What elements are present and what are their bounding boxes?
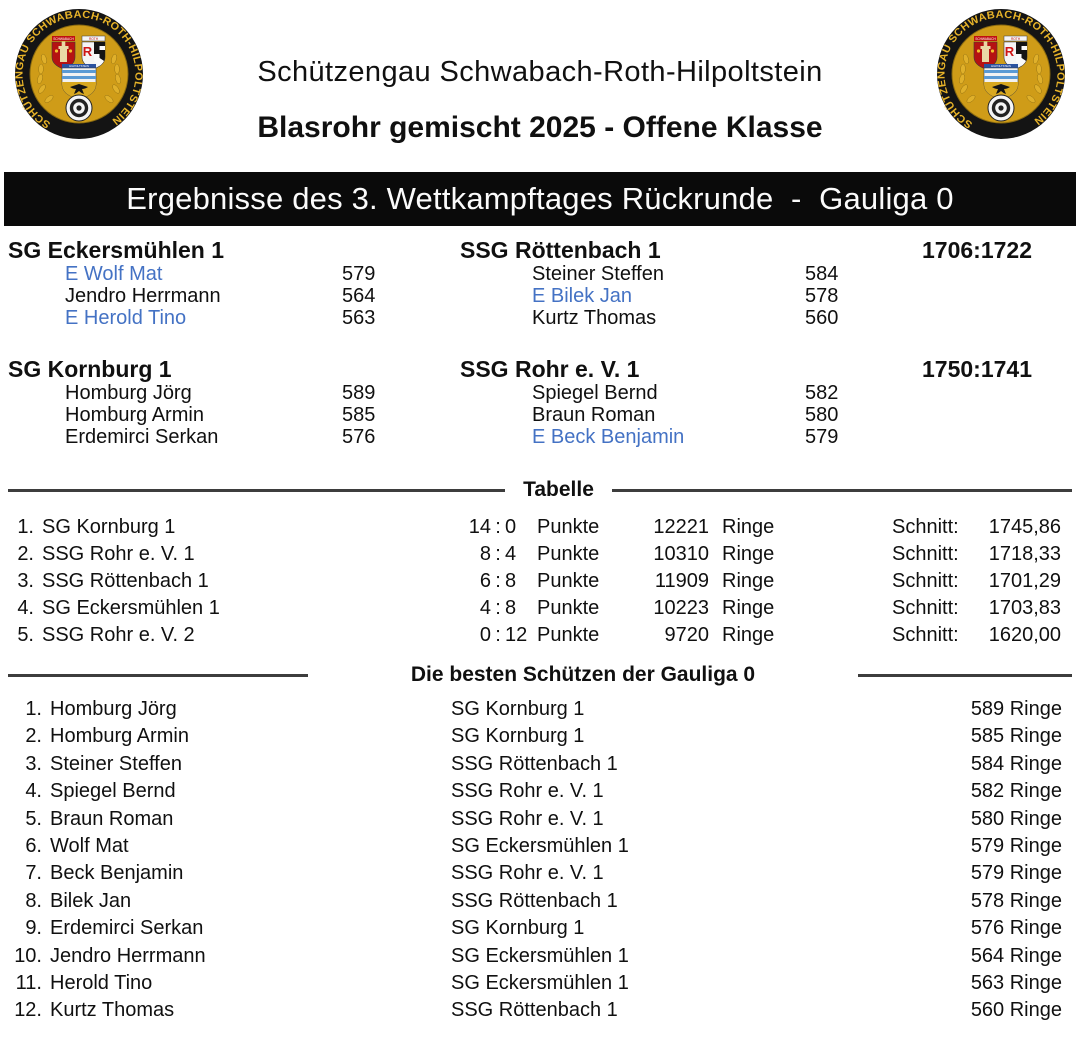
points-label: Punkte xyxy=(537,597,600,619)
banner-title: Ergebnisse des 3. Wettkampftages Rückrunde - Gauliga 0 xyxy=(126,181,954,216)
shooter-club: SSG Röttenbach 1 xyxy=(451,999,618,1022)
points-against: 0 xyxy=(505,516,517,538)
rings-label: Ringe xyxy=(722,624,775,646)
logo-ring-text: SCHÜTZENGAU SCHWABACH-ROTH-HILPOLTSTEIN xyxy=(935,8,1067,131)
shooter-rank: 4. xyxy=(25,780,42,803)
home-shooter-score: 563 xyxy=(342,307,376,329)
shooter-rank: 11. xyxy=(15,972,42,995)
rings-total: 9720 xyxy=(664,624,709,646)
points-against: 12 xyxy=(505,624,528,646)
shooter-club: SG Eckersmühlen 1 xyxy=(451,972,629,995)
shooter-rank: 10. xyxy=(14,944,42,967)
team-name: SSG Röttenbach 1 xyxy=(42,570,209,592)
best-shooters-title: Die besten Schützen der Gauliga 0 xyxy=(410,663,756,686)
shooter-club: SSG Röttenbach 1 xyxy=(451,752,618,775)
rings-label: Ringe xyxy=(722,543,775,565)
team-name: SG Eckersmühlen 1 xyxy=(42,597,220,619)
shooter-rank: 6. xyxy=(25,835,42,858)
home-team-name: SG Kornburg 1 xyxy=(8,356,172,382)
home-shooter-name: Homburg Jörg xyxy=(65,382,192,404)
away-shooter-score: 580 xyxy=(805,404,839,426)
svg-text:SCHWABACH: SCHWABACH xyxy=(975,37,996,41)
shooter-row xyxy=(0,751,1080,778)
match-player-row xyxy=(0,426,1080,448)
average-label: Schnitt: xyxy=(892,516,959,538)
shooter-result: 585 Ringe xyxy=(970,725,1062,748)
table-row: 1. SG Kornburg 1 14 : 0 Punkte 12221 Ringe Schnitt: 1745,86 xyxy=(0,514,1080,541)
team-rank: 1. xyxy=(17,516,34,538)
table-section-title xyxy=(0,478,1080,502)
match-player-row xyxy=(0,307,1080,329)
shooter-club: SSG Rohr e. V. 1 xyxy=(451,807,604,830)
away-shooter-score: 584 xyxy=(805,263,839,285)
points-label: Punkte xyxy=(537,624,600,646)
hilpoltstein-shield xyxy=(62,64,96,99)
shooter-row xyxy=(0,943,1080,970)
shooter-name: Erdemirci Serkan xyxy=(50,917,204,940)
shooter-name: Bilek Jan xyxy=(50,889,132,912)
away-shooter-score: 578 xyxy=(805,285,839,307)
home-shooter-score: 576 xyxy=(342,426,376,448)
gau-logo-right xyxy=(935,7,1067,141)
shooter-result: 563 Ringe xyxy=(970,972,1062,995)
shooter-rank: 9. xyxy=(25,917,42,940)
shooter-name: Jendro Herrmann xyxy=(50,944,206,967)
shooter-result: 578 Ringe xyxy=(970,889,1062,912)
hilpoltstein-shield xyxy=(984,64,1018,99)
shooter-row xyxy=(0,915,1080,942)
average-value: 1745,86 xyxy=(988,516,1061,538)
average-value: 1701,29 xyxy=(988,570,1061,592)
results-banner xyxy=(4,172,1076,226)
shooter-row xyxy=(0,696,1080,723)
svg-text:SCHWABACH: SCHWABACH xyxy=(53,37,74,41)
average-value: 1718,33 xyxy=(988,543,1061,565)
svg-text:R: R xyxy=(1004,44,1015,59)
rings-total: 12221 xyxy=(653,516,709,538)
shooter-rank: 3. xyxy=(25,752,42,775)
rings-total: 10310 xyxy=(653,543,709,565)
points-label: Punkte xyxy=(537,516,600,538)
shooter-result: 579 Ringe xyxy=(970,835,1062,858)
shooter-row xyxy=(0,860,1080,887)
team-name: SSG Rohr e. V. 2 xyxy=(42,624,195,646)
shooter-result: 582 Ringe xyxy=(970,780,1062,803)
shooter-club: SG Kornburg 1 xyxy=(451,917,585,940)
svg-text:HILPOLTSTEIN: HILPOLTSTEIN xyxy=(991,64,1011,69)
average-label: Schnitt: xyxy=(892,597,959,619)
points-label: Punkte xyxy=(537,570,600,592)
shooter-name: Wolf Mat xyxy=(50,835,129,858)
shooter-result: 589 Ringe xyxy=(970,698,1062,720)
gau-logo-left xyxy=(13,7,145,141)
shooter-rank: 5. xyxy=(25,807,42,830)
away-shooter-name: Spiegel Bernd xyxy=(532,382,658,404)
divider-line xyxy=(8,674,308,677)
shooter-name: Spiegel Bernd xyxy=(50,780,176,803)
svg-text:ROTH: ROTH xyxy=(1010,37,1021,41)
home-shooter-score: 589 xyxy=(342,382,376,404)
svg-text:HILPOLTSTEIN: HILPOLTSTEIN xyxy=(69,64,89,69)
rings-total: 10223 xyxy=(653,597,709,619)
shooter-rank: 2. xyxy=(25,725,42,748)
competition-title: Blasrohr gemischt 2025 - Offene Klasse xyxy=(257,111,823,144)
shooter-rank: 1. xyxy=(25,698,42,720)
match-result: 1750:1741 xyxy=(922,356,1032,382)
shooter-row xyxy=(0,997,1080,1024)
match-player-row xyxy=(0,404,1080,426)
best-shooters-section-title xyxy=(0,663,1080,687)
away-shooter-score: 579 xyxy=(805,426,839,448)
shooter-result: 564 Ringe xyxy=(970,944,1062,967)
match-header xyxy=(0,356,1080,382)
shooter-rank: 7. xyxy=(25,862,42,885)
away-shooter-name: Kurtz Thomas xyxy=(532,307,657,329)
shooter-name: Beck Benjamin xyxy=(50,862,184,885)
svg-text:ROTH: ROTH xyxy=(88,37,99,41)
shooter-club: SSG Röttenbach 1 xyxy=(451,889,618,912)
shooter-club: SG Eckersmühlen 1 xyxy=(451,835,629,858)
team-name: SSG Rohr e. V. 1 xyxy=(42,543,195,565)
points-for: 14 xyxy=(468,516,491,538)
home-shooter-name: Jendro Herrmann xyxy=(65,285,221,307)
points-against: 4 xyxy=(505,543,517,565)
home-shooter-name: E Wolf Mat xyxy=(65,263,163,285)
points-against: 8 xyxy=(505,570,517,592)
match-block-1 xyxy=(0,237,1080,329)
shooter-name: Kurtz Thomas xyxy=(50,999,175,1022)
shooter-name: Braun Roman xyxy=(50,807,174,830)
away-team-name: SSG Röttenbach 1 xyxy=(460,237,661,263)
shooter-club: SG Kornburg 1 xyxy=(451,698,585,720)
match-header xyxy=(0,237,1080,263)
team-name: SG Kornburg 1 xyxy=(42,516,176,538)
team-rank: 2. xyxy=(17,543,34,565)
average-label: Schnitt: xyxy=(892,570,959,592)
away-team-name: SSG Rohr e. V. 1 xyxy=(460,356,640,382)
shooter-row xyxy=(0,723,1080,750)
league-table xyxy=(0,514,1080,649)
rings-total: 11909 xyxy=(654,570,709,592)
shooter-club: SG Kornburg 1 xyxy=(451,725,585,748)
shooter-club: SSG Rohr e. V. 1 xyxy=(451,862,604,885)
shooter-club: SG Eckersmühlen 1 xyxy=(451,944,629,967)
shooter-result: 580 Ringe xyxy=(970,807,1062,830)
table-row: 3. SSG Röttenbach 1 6 : 8 Punkte 11909 Ringe Schnitt: 1701,29 xyxy=(0,568,1080,595)
target-icon xyxy=(66,95,92,121)
points-for: 8 xyxy=(479,543,491,565)
table-row: 2. SSG Rohr e. V. 1 8 : 4 Punkte 10310 Ringe Schnitt: 1718,33 xyxy=(0,541,1080,568)
match-player-row xyxy=(0,263,1080,285)
shooter-name: Homburg Jörg xyxy=(50,698,177,720)
team-rank: 3. xyxy=(17,570,34,592)
shooter-row xyxy=(0,778,1080,805)
away-shooter-name: E Beck Benjamin xyxy=(532,426,685,448)
team-rank: 5. xyxy=(17,624,34,646)
match-block-2 xyxy=(0,356,1080,448)
titles xyxy=(0,0,1080,145)
home-shooter-name: Erdemirci Serkan xyxy=(65,426,219,448)
points-label: Punkte xyxy=(537,543,600,565)
away-shooter-name: E Bilek Jan xyxy=(532,285,633,307)
shooter-row xyxy=(0,888,1080,915)
shooter-name: Steiner Steffen xyxy=(50,752,182,775)
average-label: Schnitt: xyxy=(892,624,959,646)
logo-ring-text: SCHÜTZENGAU SCHWABACH-ROTH-HILPOLTSTEIN xyxy=(13,8,145,131)
points-for: 6 xyxy=(479,570,491,592)
divider-line xyxy=(858,674,1072,677)
target-icon xyxy=(988,95,1014,121)
team-rank: 4. xyxy=(17,597,34,619)
match-player-row xyxy=(0,382,1080,404)
points-for: 0 xyxy=(479,624,491,646)
away-shooter-score: 560 xyxy=(805,307,839,329)
shooter-club: SSG Rohr e. V. 1 xyxy=(451,780,604,803)
points-for: 4 xyxy=(479,597,491,619)
shooter-result: 584 Ringe xyxy=(970,752,1062,775)
rings-label: Ringe xyxy=(722,516,775,538)
svg-text:R: R xyxy=(82,44,93,59)
average-value: 1703,83 xyxy=(988,597,1061,619)
average-label: Schnitt: xyxy=(892,543,959,565)
average-value: 1620,00 xyxy=(988,624,1061,646)
table-row: 5. SSG Rohr e. V. 2 0 : 12 Punkte 9720 Ringe Schnitt: 1620,00 xyxy=(0,622,1080,649)
shooter-row xyxy=(0,833,1080,860)
match-player-row xyxy=(0,285,1080,307)
shooter-result: 576 Ringe xyxy=(970,917,1062,940)
home-shooter-name: Homburg Armin xyxy=(65,404,204,426)
home-shooter-score: 564 xyxy=(342,285,376,307)
masthead xyxy=(0,0,1080,172)
shooter-result: 560 Ringe xyxy=(970,999,1062,1022)
divider-line xyxy=(8,489,505,492)
away-shooter-score: 582 xyxy=(805,382,839,404)
home-shooter-name: E Herold Tino xyxy=(65,307,187,329)
match-result: 1706:1722 xyxy=(922,237,1032,263)
shooter-result: 579 Ringe xyxy=(970,862,1062,885)
shooter-rank: 12. xyxy=(14,999,42,1022)
table-row: 4. SG Eckersmühlen 1 4 : 8 Punkte 10223 Ringe Schnitt: 1703,83 xyxy=(0,595,1080,622)
best-shooters-list xyxy=(0,696,1080,1025)
shooter-rank: 8. xyxy=(25,889,42,912)
divider-line xyxy=(612,489,1072,492)
home-shooter-score: 585 xyxy=(342,404,376,426)
table-title: Tabelle xyxy=(523,478,594,501)
shooter-name: Herold Tino xyxy=(50,972,153,995)
home-shooter-score: 579 xyxy=(342,263,376,285)
home-team-name: SG Eckersmühlen 1 xyxy=(8,237,225,263)
page-title: Schützengau Schwabach-Roth-Hilpoltstein xyxy=(257,56,823,88)
away-shooter-name: Braun Roman xyxy=(532,404,656,426)
away-shooter-name: Steiner Steffen xyxy=(532,263,664,285)
points-against: 8 xyxy=(505,597,517,619)
shooter-row xyxy=(0,806,1080,833)
shooter-row xyxy=(0,970,1080,997)
rings-label: Ringe xyxy=(722,597,775,619)
rings-label: Ringe xyxy=(722,570,775,592)
shooter-name: Homburg Armin xyxy=(50,725,189,748)
